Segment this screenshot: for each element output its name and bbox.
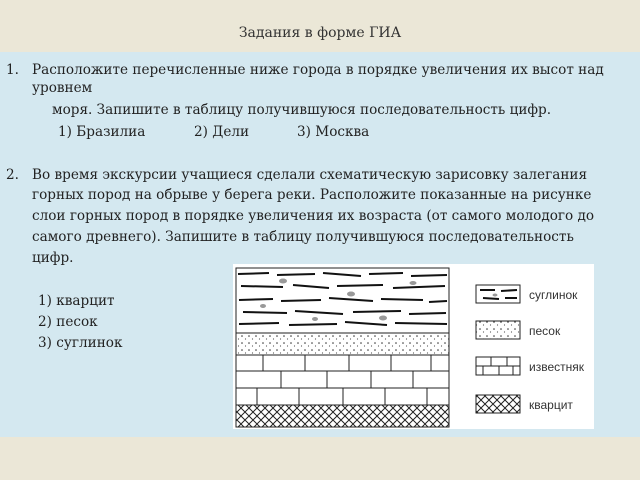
legend-label-suglinok: суглинок — [529, 288, 578, 302]
task-1-number: 1. — [6, 62, 19, 78]
task-2-option-3: 3) суглинок — [38, 335, 123, 351]
legend-label-kvartsit: кварцит — [529, 398, 573, 412]
task-2-line-5: цифр. — [32, 250, 74, 266]
legend-swatches — [476, 285, 520, 413]
slide-footer — [0, 437, 640, 480]
slide-header — [0, 0, 640, 52]
legend-label-pesok: песок — [529, 324, 561, 338]
task-1-line-2: уровнем — [32, 80, 93, 96]
rock-strata-figure — [233, 264, 594, 429]
task-1-option-1: 1) Бразилиа — [58, 124, 146, 140]
task-2-line-1: Во время экскурсии учащиеся сделали схематическую зарисовку залегания — [32, 167, 588, 183]
legend-label-izvestnyak: известняк — [529, 360, 584, 374]
task-1-line-1: Расположите перечисленные ниже города в порядке увеличения их высот над — [32, 62, 604, 78]
task-2-line-4: самого древнего). Запишите в таблицу получившуюся последовательность — [32, 229, 574, 245]
task-2-line-2: горных пород на обрыве у берега реки. Расположите показанные на рисунке — [32, 187, 592, 203]
slide-title: Задания в форме ГИА — [238, 25, 402, 41]
task-2-option-2: 2) песок — [38, 314, 98, 330]
task-2-number: 2. — [6, 167, 19, 183]
task-2-option-1: 1) кварцит — [38, 293, 115, 309]
task-1-line-3: моря. Запишите в таблицу получившуюся последовательность цифр. — [52, 102, 552, 118]
task-1-option-2: 2) Дели — [194, 124, 250, 140]
task-1-option-3: 3) Москва — [297, 124, 370, 140]
task-2-line-3: слои горных пород в порядке увеличения их возраста (от самого молодого до — [32, 208, 595, 224]
strata-section — [236, 268, 449, 427]
